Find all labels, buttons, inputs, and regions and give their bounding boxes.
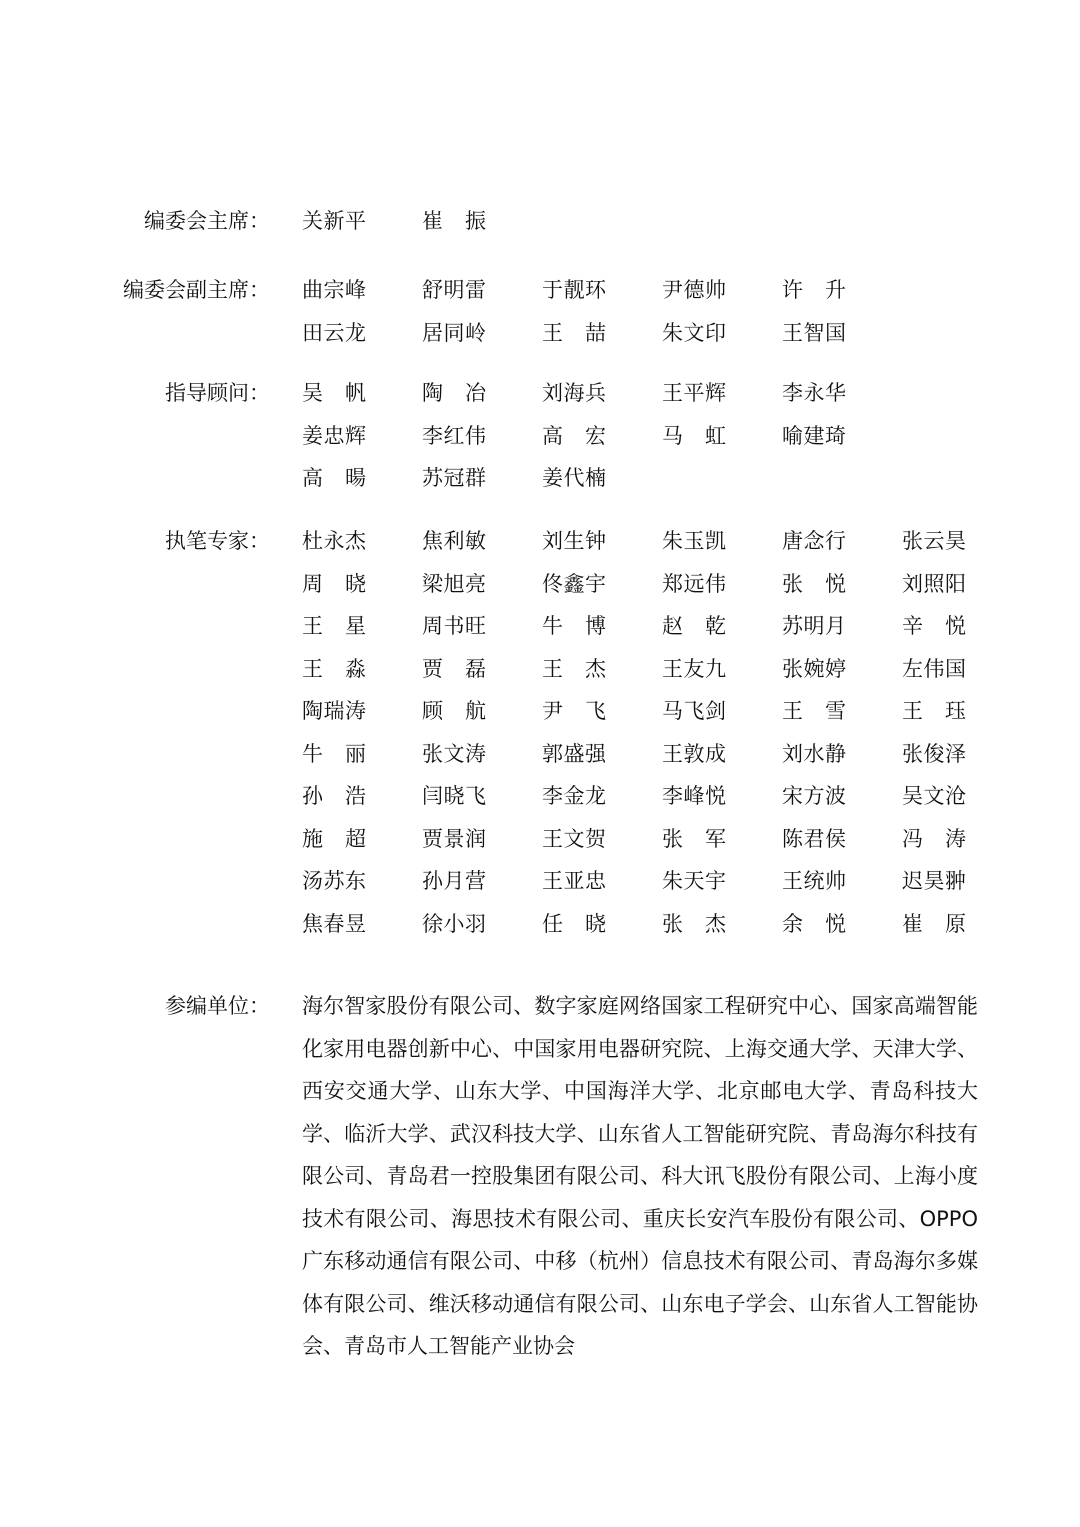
person-name: 焦春昱 bbox=[302, 911, 366, 936]
person-name: 李红伟 bbox=[422, 423, 486, 448]
person-name: 周晓 bbox=[302, 571, 366, 596]
person-name: 李峰悦 bbox=[662, 784, 726, 808]
person-name: 张云昊 bbox=[902, 529, 966, 553]
person-name: 王珏 bbox=[902, 699, 966, 723]
person-name: 喻建琦 bbox=[782, 423, 846, 448]
section-label: 执笔专家： bbox=[165, 529, 270, 553]
person-name: 崔原 bbox=[902, 911, 966, 936]
person-name: 顾航 bbox=[422, 699, 486, 723]
person-name: 张俊泽 bbox=[902, 741, 966, 766]
person-name: 宋方波 bbox=[782, 784, 846, 808]
person-name: 徐小羽 bbox=[422, 911, 486, 936]
person-name: 汤苏东 bbox=[302, 869, 366, 893]
person-name: 许升 bbox=[782, 278, 846, 302]
person-name: 王喆 bbox=[542, 320, 606, 345]
person-name: 朱玉凯 bbox=[662, 529, 726, 553]
person-name: 任晓 bbox=[542, 911, 606, 936]
person-name: 张婉婷 bbox=[782, 656, 846, 681]
person-name: 陈君侯 bbox=[782, 826, 846, 851]
units-paragraph: 海尔智家股份有限公司、数字家庭网络国家工程研究中心、国家高端智能化家用电器创新中心、中国家用电器研究院、上海交通大学、天津大学、西安交通大学、山东大学、中国海洋大学、北京邮电大学、青岛科技大学、临沂大学、武汉科技大学、山东省人工智能研究院、青岛海尔科技有限公司、青岛君一控股集团有限公司、科大讯飞股份有限公司、上海小度技术有限公司、海思技术有限公司、重庆长安汽车股份有限公司、OPPO 广东移动通信有限公司、中移（杭州）信息技术有限公司、青岛海尔多媒体有限公司、维沃移动通信有限公司、山东电子学会、山东省人工智能协会、青岛市人工智能产业协会 bbox=[302, 994, 978, 1358]
person-name: 苏冠群 bbox=[422, 466, 486, 490]
person-name: 刘照阳 bbox=[902, 571, 966, 596]
section-label: 编委会主席： bbox=[144, 209, 270, 233]
person-name: 田云龙 bbox=[302, 320, 366, 345]
person-name: 郭盛强 bbox=[542, 741, 606, 766]
person-name: 王智国 bbox=[782, 320, 846, 345]
section-label: 指导顾问： bbox=[165, 381, 270, 405]
person-name: 贾磊 bbox=[422, 656, 486, 681]
person-name: 周书旺 bbox=[422, 614, 486, 638]
person-name: 崔振 bbox=[422, 209, 486, 233]
person-name: 王淼 bbox=[302, 656, 366, 681]
person-name: 王杰 bbox=[542, 656, 606, 681]
person-name: 唐念行 bbox=[782, 529, 846, 553]
person-name: 朱文印 bbox=[662, 320, 726, 345]
person-name: 刘海兵 bbox=[542, 381, 606, 405]
person-name: 王雪 bbox=[782, 699, 846, 723]
person-name: 陶瑞涛 bbox=[302, 699, 366, 723]
person-name: 王星 bbox=[302, 614, 366, 638]
person-name: 冯涛 bbox=[902, 826, 966, 851]
person-name: 孙月营 bbox=[422, 869, 486, 893]
section-label: 编委会副主席： bbox=[123, 278, 270, 302]
name-grid bbox=[302, 527, 1022, 952]
person-name: 曲宗峰 bbox=[302, 278, 366, 302]
person-name: 姜代楠 bbox=[542, 466, 606, 490]
name-grid bbox=[302, 276, 902, 361]
person-name: 尹飞 bbox=[542, 699, 606, 723]
person-name: 佟鑫宇 bbox=[542, 571, 606, 596]
person-name: 王平辉 bbox=[662, 381, 726, 405]
person-name: 刘水静 bbox=[782, 741, 846, 766]
person-name: 梁旭亮 bbox=[422, 571, 486, 596]
person-name: 迟昊翀 bbox=[902, 869, 966, 893]
person-name: 牛丽 bbox=[302, 741, 366, 766]
person-name: 王文贺 bbox=[542, 826, 606, 851]
person-name: 朱天宇 bbox=[662, 869, 726, 893]
person-name: 舒明雷 bbox=[422, 278, 486, 302]
person-name: 施超 bbox=[302, 826, 366, 851]
section-label: 参编单位： bbox=[165, 994, 270, 1018]
person-name: 姜忠辉 bbox=[302, 423, 366, 448]
person-name: 马飞剑 bbox=[662, 699, 726, 723]
person-name: 高宏 bbox=[542, 423, 606, 448]
person-name: 王亚忠 bbox=[542, 869, 606, 893]
person-name: 高暘 bbox=[302, 466, 366, 490]
person-name: 闫晓飞 bbox=[422, 784, 486, 808]
person-name: 张杰 bbox=[662, 911, 726, 936]
person-name: 王统帅 bbox=[782, 869, 846, 893]
person-name: 于靓环 bbox=[542, 278, 606, 302]
person-name: 居同岭 bbox=[422, 320, 486, 345]
name-grid bbox=[302, 207, 1022, 250]
person-name: 杜永杰 bbox=[302, 529, 366, 553]
person-name: 张军 bbox=[662, 826, 726, 851]
person-name: 贾景润 bbox=[422, 826, 486, 851]
person-name: 焦利敏 bbox=[422, 529, 486, 553]
person-name: 马虹 bbox=[662, 423, 726, 448]
person-name: 张文涛 bbox=[422, 741, 486, 766]
person-name: 李永华 bbox=[782, 381, 846, 405]
person-name: 苏明月 bbox=[782, 614, 846, 638]
person-name: 王友九 bbox=[662, 656, 726, 681]
person-name: 左伟国 bbox=[902, 656, 966, 681]
person-name: 吴帆 bbox=[302, 381, 366, 405]
person-name: 陶冶 bbox=[422, 381, 486, 405]
person-name: 张悦 bbox=[782, 571, 846, 596]
person-name: 孙浩 bbox=[302, 784, 366, 808]
person-name: 郑远伟 bbox=[662, 571, 726, 596]
person-name: 尹德帅 bbox=[662, 278, 726, 302]
person-name: 吴文沧 bbox=[902, 784, 966, 808]
person-name: 刘生钟 bbox=[542, 529, 606, 553]
person-name: 赵乾 bbox=[662, 614, 726, 638]
name-grid bbox=[302, 379, 902, 507]
person-name: 关新平 bbox=[302, 209, 366, 233]
person-name: 牛博 bbox=[542, 614, 606, 638]
person-name: 辛悦 bbox=[902, 614, 966, 638]
person-name: 李金龙 bbox=[542, 784, 606, 808]
person-name: 余悦 bbox=[782, 911, 846, 936]
person-name: 王敦成 bbox=[662, 741, 726, 766]
